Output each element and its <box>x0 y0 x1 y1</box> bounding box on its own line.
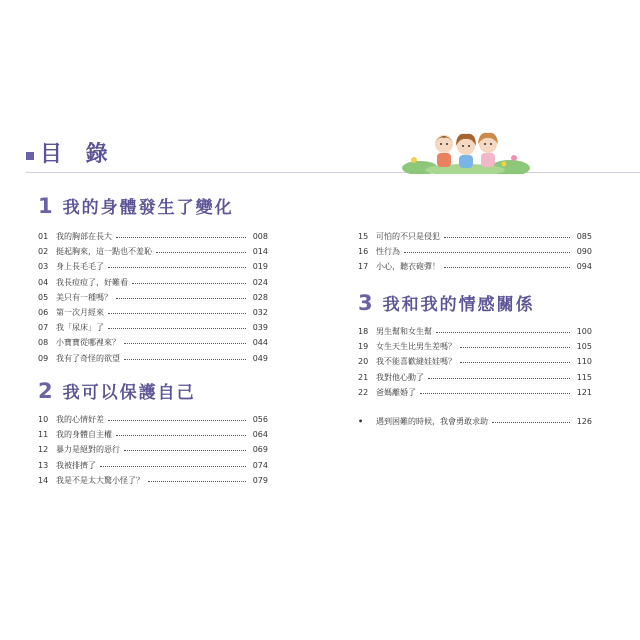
toc-entry[interactable] <box>358 259 592 274</box>
entry-page: 100 <box>576 327 592 337</box>
header-divider <box>26 172 640 173</box>
entry-page: 105 <box>576 342 592 352</box>
entry-title: 我的胸部在長大 <box>56 232 112 242</box>
kids-illustration <box>400 130 530 174</box>
dot-leader <box>444 237 570 238</box>
entry-title: 遇到困難的時候，我會勇敢求助 <box>376 417 488 427</box>
entry-title: 我是不是太大驚小怪了？ <box>56 475 144 485</box>
entry-number: 18 <box>358 327 369 337</box>
toc-entry[interactable] <box>38 427 268 442</box>
dot-leader <box>116 298 246 299</box>
entry-number: 22 <box>358 387 369 397</box>
toc-entry[interactable] <box>358 229 592 244</box>
toc-entry[interactable] <box>38 412 268 427</box>
entry-number: 15 <box>358 232 369 242</box>
toc-entry-help[interactable] <box>358 414 592 429</box>
entry-number: 10 <box>38 415 49 425</box>
dot-leader <box>404 252 570 253</box>
toc-entry[interactable] <box>38 305 268 320</box>
entry-title: 我的身體自主權 <box>56 430 112 440</box>
dot-leader <box>124 343 246 344</box>
toc-entry[interactable] <box>38 244 268 259</box>
entry-number: 20 <box>358 357 369 367</box>
square-bullet-icon <box>26 152 34 160</box>
entry-title: 可怕的不只是侵犯 <box>376 232 440 242</box>
toc-entry[interactable] <box>358 354 592 369</box>
entry-number: 21 <box>358 372 369 382</box>
dot-leader <box>492 422 570 423</box>
entry-page: 039 <box>252 323 268 333</box>
bullet-icon: • <box>358 417 364 427</box>
entry-page: 032 <box>252 308 268 318</box>
entry-number: 13 <box>38 460 49 470</box>
page-title: 目 錄 <box>40 142 116 167</box>
entry-number: 02 <box>38 247 49 257</box>
entry-title: 我長痘痘了，好難看 <box>56 277 128 287</box>
entry-title: 第一次月經來 <box>56 308 104 318</box>
entry-page: 085 <box>576 232 592 242</box>
dot-leader <box>460 362 570 363</box>
entry-title: 小寶寶從哪裡來？ <box>56 338 120 348</box>
entry-number: 09 <box>38 353 49 363</box>
chapter-2-entries-continued <box>358 229 592 275</box>
entry-title: 我被排擠了 <box>56 460 96 470</box>
dot-leader <box>116 237 246 238</box>
entry-page: 110 <box>576 357 592 367</box>
toc-entry[interactable] <box>38 442 268 457</box>
chapter-number: 1 <box>38 194 53 218</box>
toc-entry[interactable] <box>38 458 268 473</box>
entry-page: 079 <box>252 475 268 485</box>
dot-leader <box>116 435 246 436</box>
chapter-title: 我的身體發生了變化 <box>62 198 234 218</box>
entry-title: 我有了奇怪的欲望 <box>56 353 120 363</box>
dot-leader <box>108 328 246 329</box>
toc-header <box>26 138 640 178</box>
chapter-title: 我和我的情感關係 <box>382 295 535 315</box>
entry-title: 女生天生比男生差嗎？ <box>376 342 456 352</box>
entry-title: 美只有一種嗎？ <box>56 292 112 302</box>
toc-entry[interactable] <box>38 229 268 244</box>
entry-page: 049 <box>252 353 268 363</box>
toc-entry[interactable] <box>358 324 592 339</box>
chapter-2-heading <box>38 378 196 403</box>
entry-number: 01 <box>38 232 49 242</box>
entry-number: 03 <box>38 262 49 272</box>
entry-page: 090 <box>576 247 592 257</box>
toc-entry[interactable] <box>38 290 268 305</box>
toc-entry[interactable] <box>358 244 592 259</box>
entry-title: 我對他心動了 <box>376 372 424 382</box>
entry-number: 19 <box>358 342 369 352</box>
entry-page: 008 <box>252 232 268 242</box>
chapter-1-heading <box>38 193 234 218</box>
entry-title: 身上長毛毛了 <box>56 262 104 272</box>
chapter-3-entries <box>358 324 592 400</box>
dot-leader <box>108 267 246 268</box>
entry-number: 08 <box>38 338 49 348</box>
toc-entry[interactable] <box>38 351 268 366</box>
entry-title: 挺起胸來，這一點也不羞恥 <box>56 247 152 257</box>
toc-entry[interactable] <box>38 259 268 274</box>
closing-entry-block <box>358 414 592 429</box>
entry-number: 06 <box>38 308 49 318</box>
toc-entry[interactable] <box>38 320 268 335</box>
entry-number: 17 <box>358 262 369 272</box>
entry-page: 014 <box>252 247 268 257</box>
chapter-1-entries <box>38 229 268 366</box>
chapter-number: 3 <box>358 291 373 315</box>
dot-leader <box>132 283 246 284</box>
entry-page: 056 <box>252 415 268 425</box>
dot-leader <box>460 347 570 348</box>
chapter-title: 我可以保護自己 <box>62 383 196 403</box>
entry-title: 我「尿床」了 <box>56 323 104 333</box>
toc-entry[interactable] <box>38 473 268 488</box>
dot-leader <box>420 393 570 394</box>
entry-number: 04 <box>38 277 49 287</box>
entry-page: 069 <box>252 445 268 455</box>
entry-title: 我不能喜歡縫娃娃嗎？ <box>376 357 456 367</box>
toc-entry[interactable] <box>358 339 592 354</box>
entry-page: 028 <box>252 292 268 302</box>
toc-entry[interactable] <box>358 370 592 385</box>
entry-page: 074 <box>252 460 268 470</box>
dot-leader <box>124 359 246 360</box>
entry-page: 019 <box>252 262 268 272</box>
entry-number: 07 <box>38 323 49 333</box>
entry-page: 064 <box>252 430 268 440</box>
entry-page: 024 <box>252 277 268 287</box>
toc-entry[interactable] <box>38 275 268 290</box>
chapter-3-heading <box>358 290 535 315</box>
entry-page: 115 <box>576 372 592 382</box>
entry-title: 暴力是絕對的惡行 <box>56 445 120 455</box>
chapter-number: 2 <box>38 379 53 403</box>
dot-leader <box>108 313 246 314</box>
entry-title: 我的心情好差 <box>56 415 104 425</box>
toc-entry[interactable] <box>358 385 592 400</box>
entry-title: 性行為 <box>376 247 400 257</box>
entry-title: 小心，聽衣砲彈！ <box>376 262 440 272</box>
toc-entry[interactable] <box>38 335 268 350</box>
entry-number: 14 <box>38 475 49 485</box>
dot-leader <box>428 378 570 379</box>
entry-title: 男生幫和女生幫 <box>376 327 432 337</box>
entry-page: 126 <box>576 417 592 427</box>
dot-leader <box>148 481 246 482</box>
dot-leader <box>156 252 246 253</box>
chapter-2-entries <box>38 412 268 488</box>
entry-number: 12 <box>38 445 49 455</box>
dot-leader <box>124 450 246 451</box>
dot-leader <box>444 267 570 268</box>
dot-leader <box>100 466 246 467</box>
entry-page: 044 <box>252 338 268 348</box>
entry-number: 11 <box>38 430 49 440</box>
entry-number: 16 <box>358 247 369 257</box>
entry-title: 爸媽離婚了 <box>376 387 416 397</box>
entry-number: 05 <box>38 292 49 302</box>
entry-page: 094 <box>576 262 592 272</box>
entry-page: 121 <box>576 387 592 397</box>
dot-leader <box>108 420 246 421</box>
dot-leader <box>436 332 570 333</box>
